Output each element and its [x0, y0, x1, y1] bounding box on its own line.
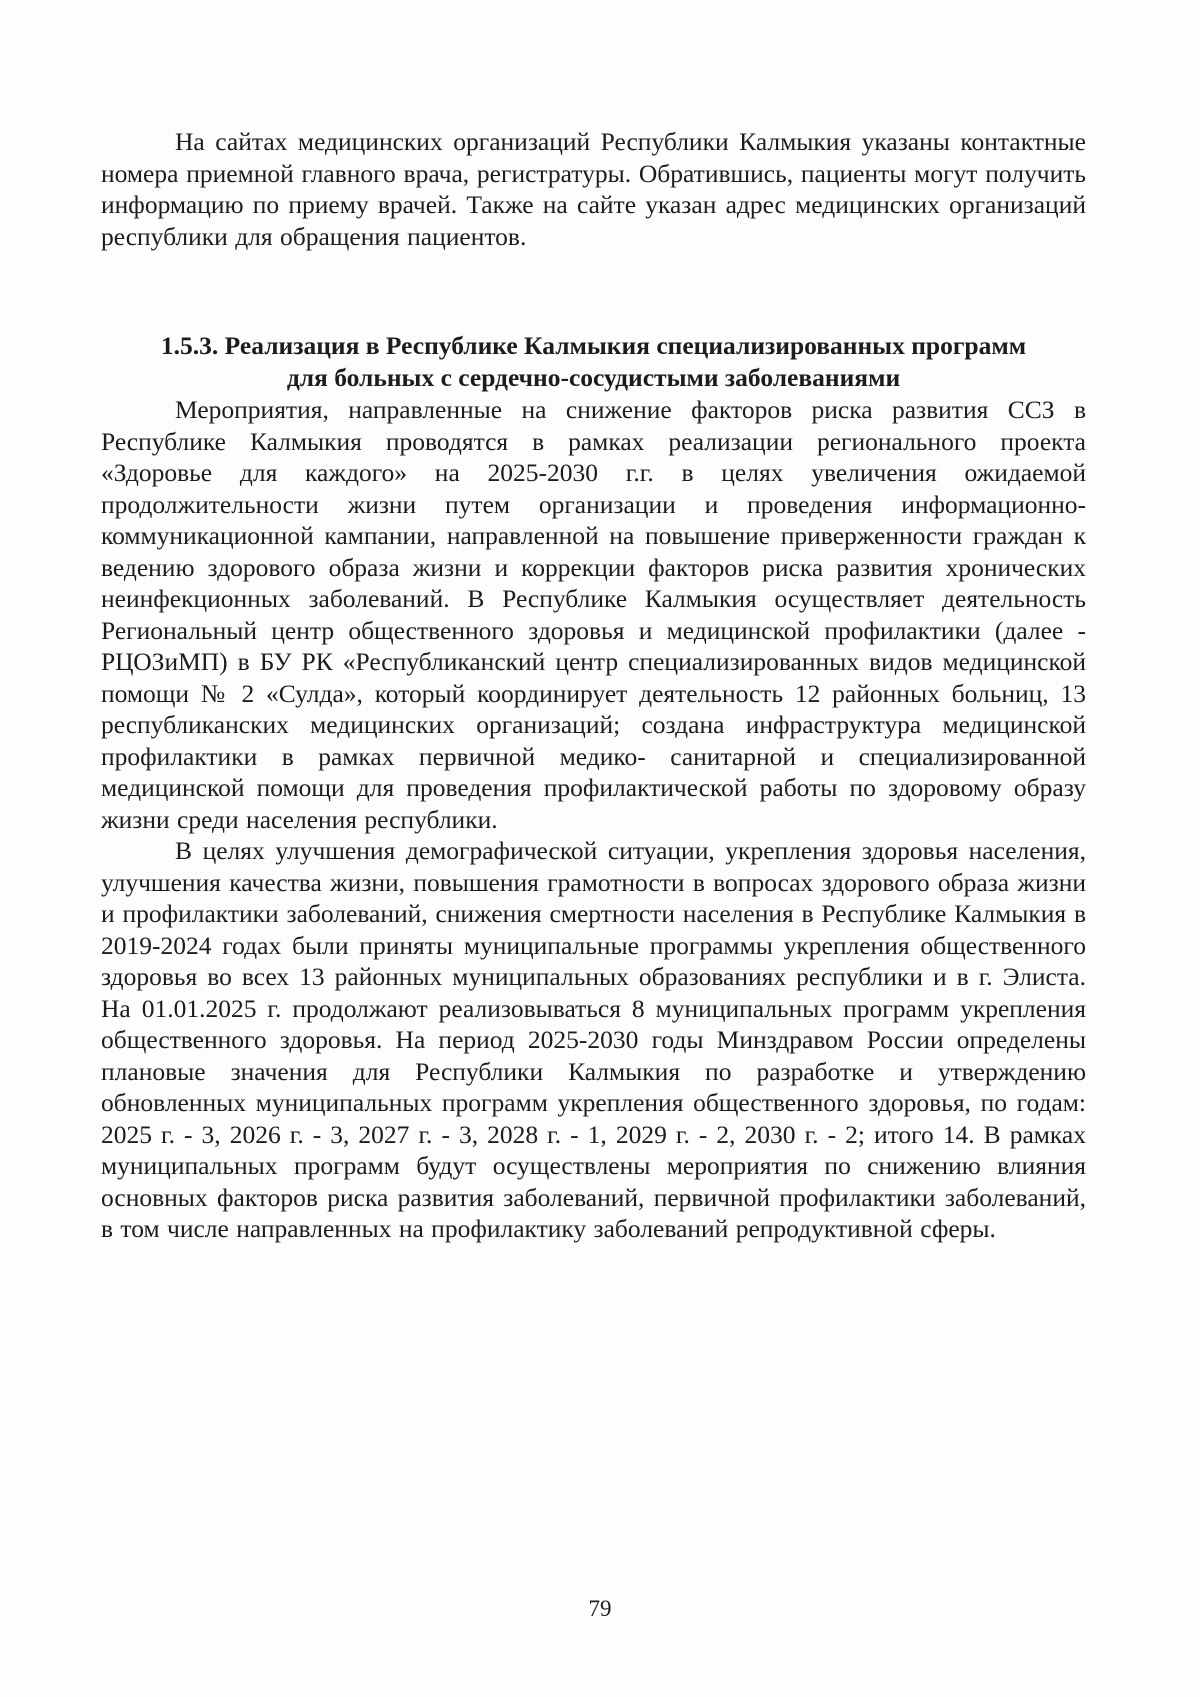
section-heading-line-1: 1.5.3. Реализация в Республике Калмыкия специализированных программ — [160, 331, 1027, 360]
body-paragraph-1: Мероприятия, направленные на снижение факторов риска развития ССЗ в Республике Калмыкия проводятся в рамках реализации регионального проекта «Здоровье для каждого» на 2025-2030 г.г. в целях увеличения ожидаемой продолжительности жизни путем организации и проведения информационно-коммуникационной кампании, направленной на повышение приверженности граждан к ведению здорового образа жизни и коррекции факторов риска развития хронических неинфекционных заболеваний. В Республике Калмыкия осуществляет деятельность Региональный центр общественного здоровья и медицинской профилактики (далее - РЦОЗиМП) в БУ РК «Республиканский центр специализированных видов медицинской помощи № 2 «Сулда», который координирует деятельность 12 районных больниц, 13 республиканских медицинских организаций; создана инфраструктура медицинской профилактики в рамках первичной медико- санитарной и специализированной медицинской помощи для проведения профилактической работы по здоровому образу жизни среди населения республики. — [101, 395, 1086, 834]
document-body — [101, 126, 1086, 1245]
section-heading — [101, 330, 1086, 394]
section-heading-line-2: для больных с сердечно-сосудистыми заболеваниями — [286, 363, 901, 392]
intro-paragraph: На сайтах медицинских организаций Республики Калмыкия указаны контактные номера приемной главного врача, регистратуры. Обратившись, пациенты могут получить информацию по приему врачей. Также на сайте указан адрес медицинских организаций республики для обращения пациентов. — [101, 127, 1086, 251]
body-paragraph-2: В целях улучшения демографической ситуации, укрепления здоровья населения, улучшения качества жизни, повышения грамотности в вопросах здорового образа жизни и профилактики заболеваний, снижения смертности населения в Республике Калмыкия в 2019-2024 годах были приняты муниципальные программы укрепления общественного здоровья во всех 13 районных муниципальных образованиях республики и в г. Элиста. На 01.01.2025 г. продолжают реализовываться 8 муниципальных программ укрепления общественного здоровья. На период 2025-2030 годы Минздравом России определены плановые значения для Республики Калмыкия по разработке и утверждению обновленных муниципальных программ укрепления общественного здоровья, по годам: 2025 г. - 3, 2026 г. - 3, 2027 г. - 3, 2028 г. - 1, 2029 г. - 2, 2030 г. - 2; итого 14. В рамках муниципальных программ будут осуществлены мероприятия по снижению влияния основных факторов риска развития заболеваний, первичной профилактики заболеваний, в том числе направленных на профилактику заболеваний репродуктивной сферы. — [101, 836, 1086, 1243]
page-number: 79 — [588, 1596, 612, 1621]
